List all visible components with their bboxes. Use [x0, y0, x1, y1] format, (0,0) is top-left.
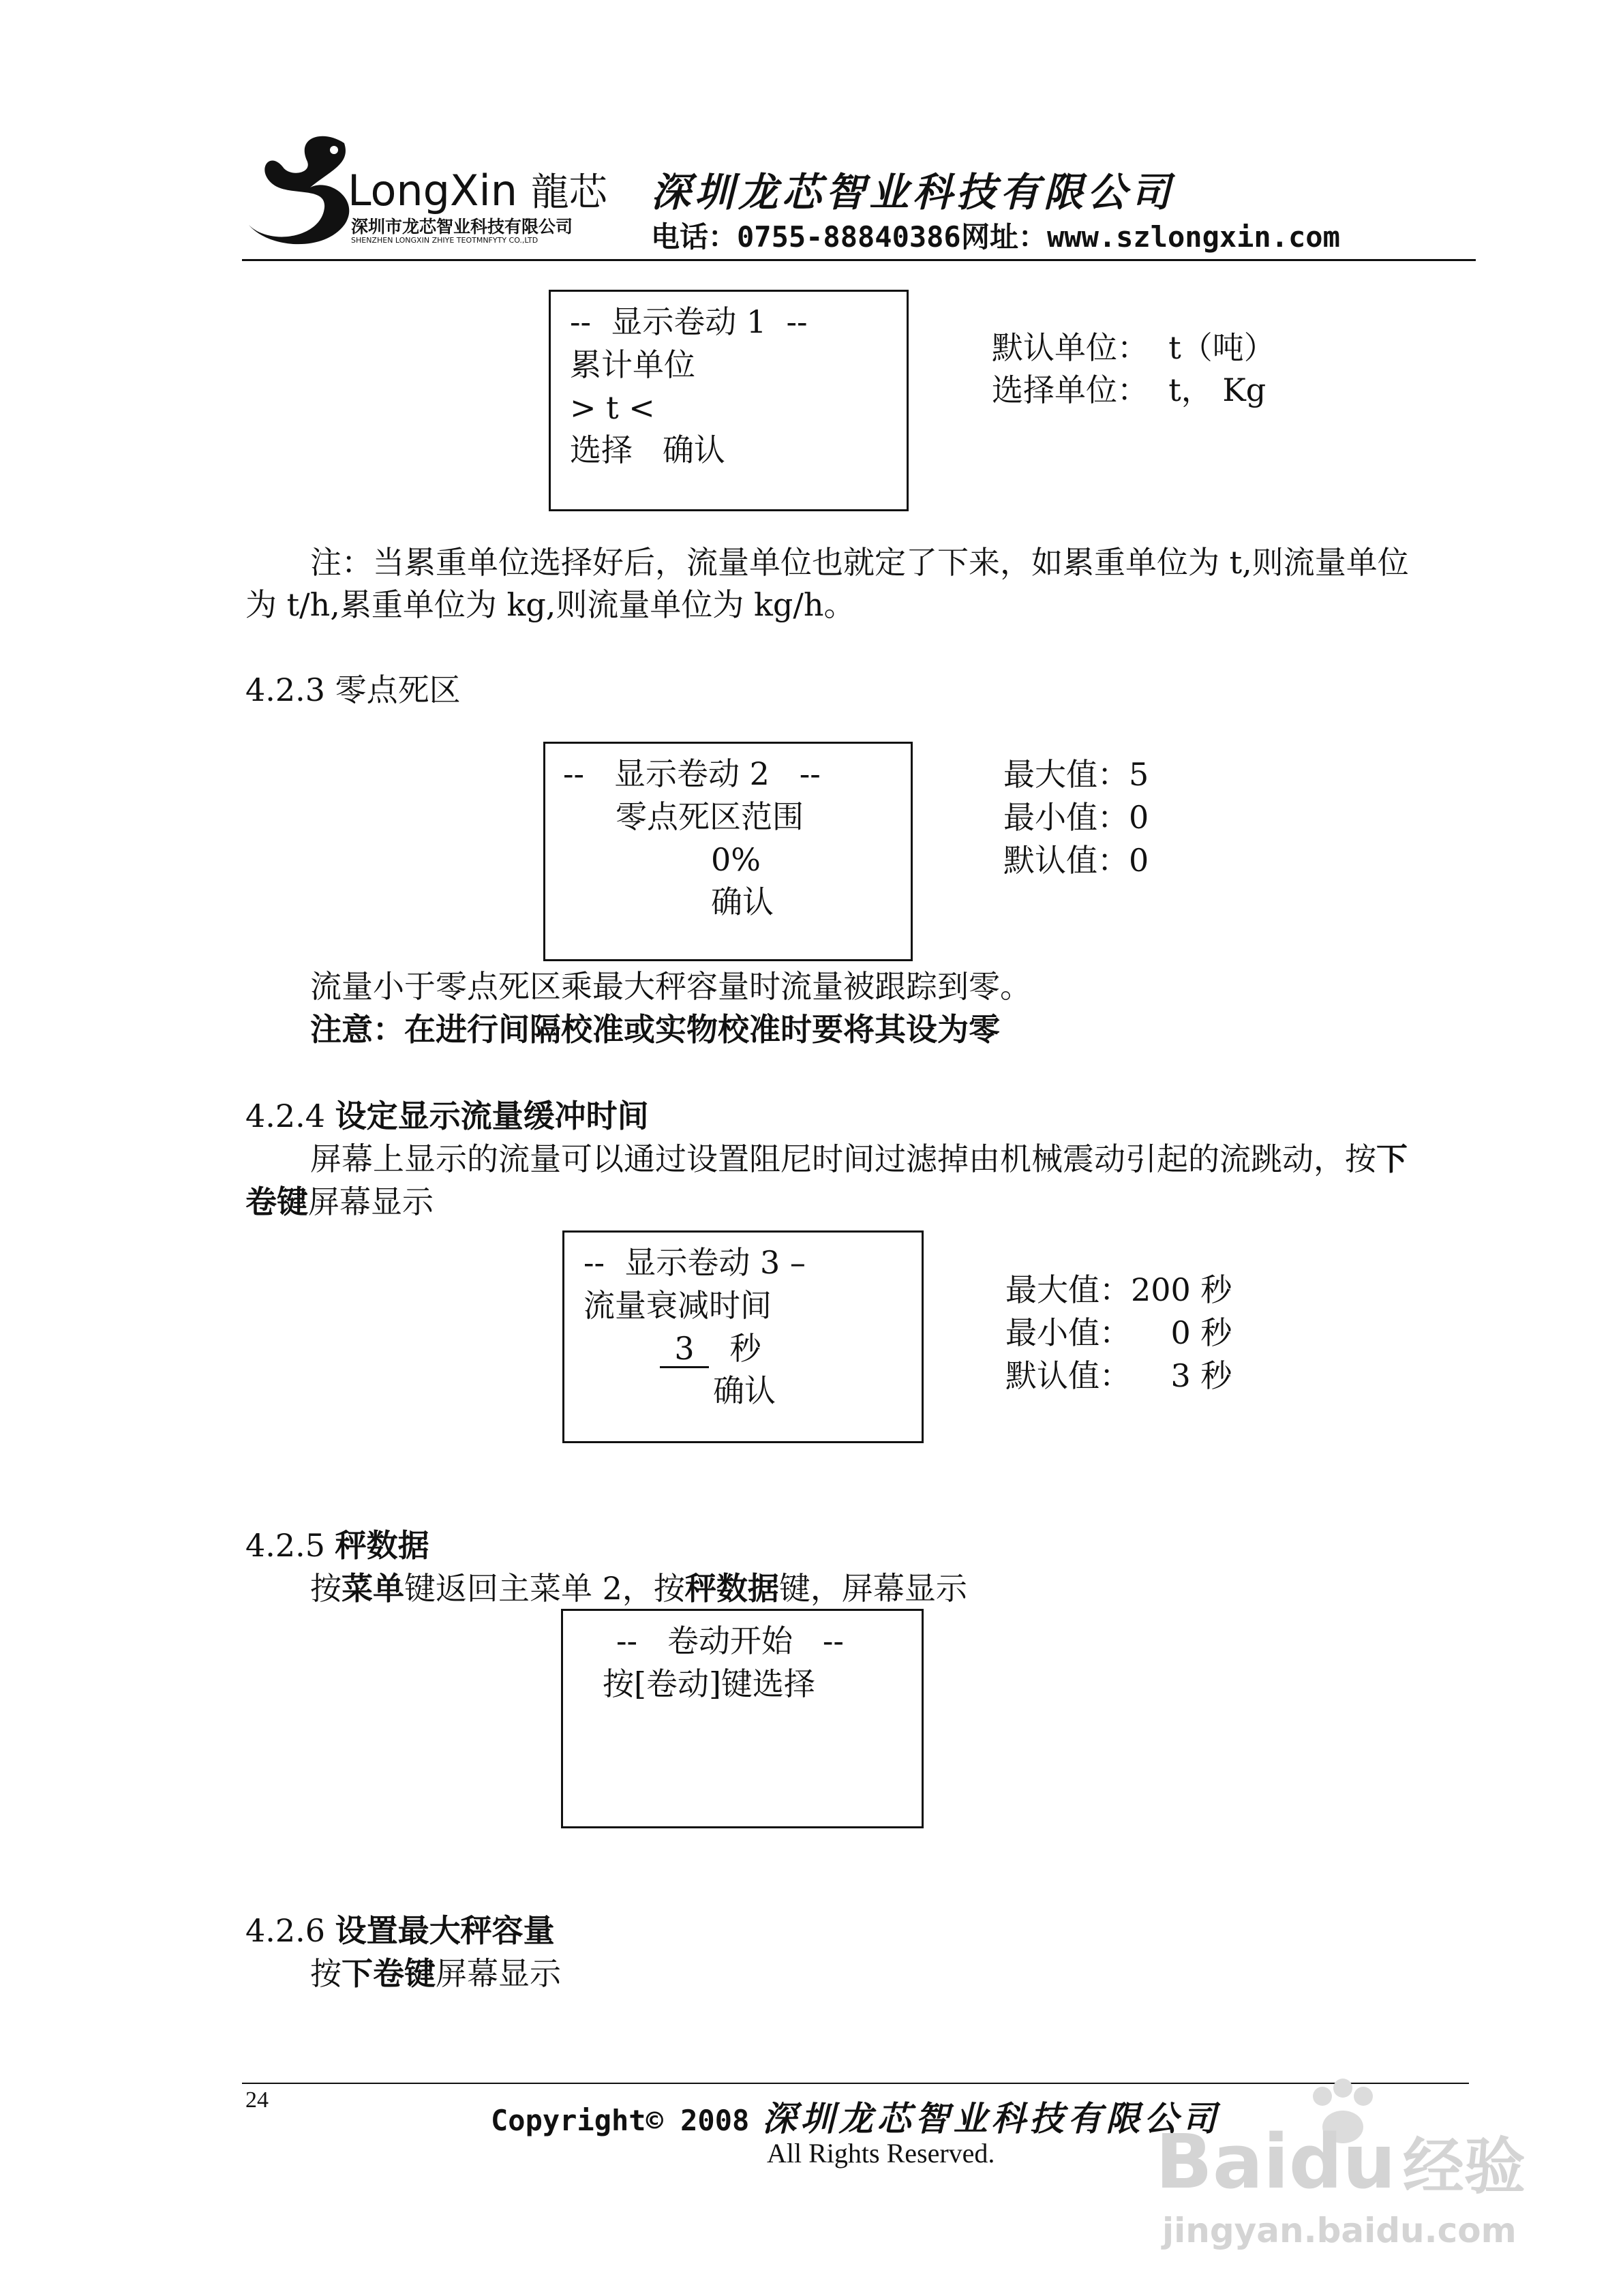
- screen1-line4: 选择 确认: [570, 432, 725, 468]
- section-4-2-3-title: 4.2.3 零点死区: [245, 671, 461, 708]
- screen2-line4: 确认: [711, 883, 774, 920]
- screen3-line2: 流量衰减时间: [583, 1287, 772, 1324]
- lcd-screen-scroll-3: [562, 1230, 924, 1443]
- screen3-default: 默认值： 3 秒: [1005, 1357, 1232, 1394]
- section-4-2-6-title: [245, 1909, 555, 1952]
- section-4-2-4-desc: 屏幕上显示的流量可以通过设置阻尼时间过滤掉由机械震动引起的流跳动，按: [310, 1141, 1376, 1177]
- section-4-2-4-title: [245, 1094, 649, 1138]
- watermark-cn: 经验: [1402, 2131, 1526, 2203]
- screen3-value: 3: [660, 1331, 709, 1368]
- note1-line2: 为 t/h,累重单位为 kg,则流量单位为 kg/h。: [245, 586, 855, 623]
- text-press-2: 按: [310, 1955, 342, 1992]
- screen3-max: 最大值：200 秒: [1005, 1271, 1232, 1308]
- section-4-2-4-rest: 屏幕显示: [308, 1183, 434, 1220]
- section-4-2-6-line1: [310, 1952, 561, 1995]
- key-down-part2: 卷键: [245, 1183, 308, 1220]
- footer-company: 深圳龙芯智业科技有限公司: [762, 2098, 1221, 2139]
- screen1-line3: > t <: [570, 389, 655, 426]
- text-screen-shows-2: 屏幕显示: [436, 1955, 561, 1992]
- watermark-brand: [1155, 2117, 1526, 2205]
- screen4-line2: 按[卷动]键选择: [603, 1665, 815, 1702]
- screen3-line1: -- 显示卷动 3 –: [583, 1244, 806, 1281]
- watermark-du: du: [1288, 2118, 1396, 2205]
- footer-rights: All Rights Reserved.: [767, 2138, 995, 2169]
- key-down-part1: 下: [1376, 1141, 1408, 1177]
- section-4-2-3-warning: 注意：在进行间隔校准或实物校准时要将其设为零: [310, 1011, 1000, 1048]
- lcd-screen-scroll-start: [561, 1609, 924, 1828]
- section-4-2-3-text: 流量小于零点死区乘最大秤容量时流量被跟踪到零。: [310, 968, 1031, 1005]
- screen2-line2: 零点死区范围: [616, 798, 804, 835]
- key-menu: 菜单: [342, 1570, 404, 1607]
- text-return-menu2: 键返回主菜单 2，按: [404, 1570, 685, 1607]
- screen4-line1: -- 卷动开始 --: [616, 1622, 844, 1659]
- section-4-2-4-line2: [245, 1180, 434, 1224]
- section-4-2-5-num: 4.2.5: [245, 1527, 326, 1564]
- section-4-2-5-line1: [310, 1567, 967, 1610]
- watermark-bai: Bai: [1155, 2118, 1289, 2205]
- logo-cn: 龍芯: [530, 170, 607, 215]
- footer-copyright: [491, 2091, 1220, 2141]
- screen2-max: 最大值：5: [1003, 756, 1149, 793]
- lcd-screen-scroll-2: [543, 742, 913, 961]
- note1-line1: 注：当累重单位选择好后，流量单位也就定了下来，如累重单位为 t,则流量单位: [310, 544, 1409, 581]
- screen2-min: 最小值：0: [1003, 799, 1149, 836]
- page-number: 24: [245, 2087, 269, 2113]
- section-4-2-6-num: 4.2.6: [245, 1912, 326, 1949]
- key-down-scroll: 下卷键: [342, 1955, 436, 1992]
- lcd-screen-scroll-1: [549, 290, 909, 511]
- screen1-line1: -- 显示卷动 1 --: [570, 303, 808, 340]
- logo-sub-cn: 深圳市龙芯智业科技有限公司: [351, 217, 573, 237]
- screen2-line3: 0%: [711, 841, 761, 878]
- baidu-watermark: [1155, 2076, 1537, 2253]
- screen3-line3: [660, 1327, 761, 1370]
- logo-sub-en: SHENZHEN LONGXIN ZHIYE TEOTMNFYTY CO.,LTD: [351, 236, 539, 245]
- watermark-url: jingyan.baidu.com: [1162, 2211, 1517, 2250]
- text-press: 按: [310, 1570, 342, 1607]
- section-4-2-5-title: [245, 1524, 429, 1567]
- screen1-unit-choice: 选择单位： t， Kg: [992, 372, 1266, 408]
- section-4-2-4-text: 设定显示流量缓冲时间: [335, 1098, 649, 1134]
- screen3-min: 最小值： 0 秒: [1005, 1314, 1232, 1351]
- copyright-text: Copyright© 2008: [491, 2104, 750, 2137]
- header-rule: [242, 259, 1476, 261]
- screen3-line4: 确认: [713, 1372, 776, 1409]
- screen3-unit: 秒: [729, 1330, 761, 1367]
- section-4-2-4-line1: [310, 1137, 1408, 1181]
- screen1-default-unit: 默认单位： t（吨）: [992, 329, 1275, 366]
- company-logo: [242, 130, 624, 259]
- section-4-2-6-text: 设置最大秤容量: [335, 1912, 555, 1949]
- screen2-default: 默认值：0: [1003, 842, 1149, 879]
- header-website: 网址：www.szlongxin.com: [961, 220, 1340, 254]
- dragon-logo-icon: [242, 130, 361, 256]
- logo-brand: LongXin: [348, 166, 518, 215]
- text-screen-shows: 键，屏幕显示: [778, 1570, 967, 1607]
- header-phone: 电话：0755-88840386: [651, 220, 961, 254]
- section-4-2-4-num: 4.2.4: [245, 1098, 326, 1134]
- screen1-line2: 累计单位: [570, 346, 695, 383]
- section-4-2-5-text: 秤数据: [335, 1527, 429, 1564]
- header-company-name: 深圳龙芯智业科技有限公司: [651, 169, 1175, 215]
- key-scale-data: 秤数据: [684, 1570, 779, 1607]
- screen2-line1: -- 显示卷动 2 --: [563, 755, 821, 792]
